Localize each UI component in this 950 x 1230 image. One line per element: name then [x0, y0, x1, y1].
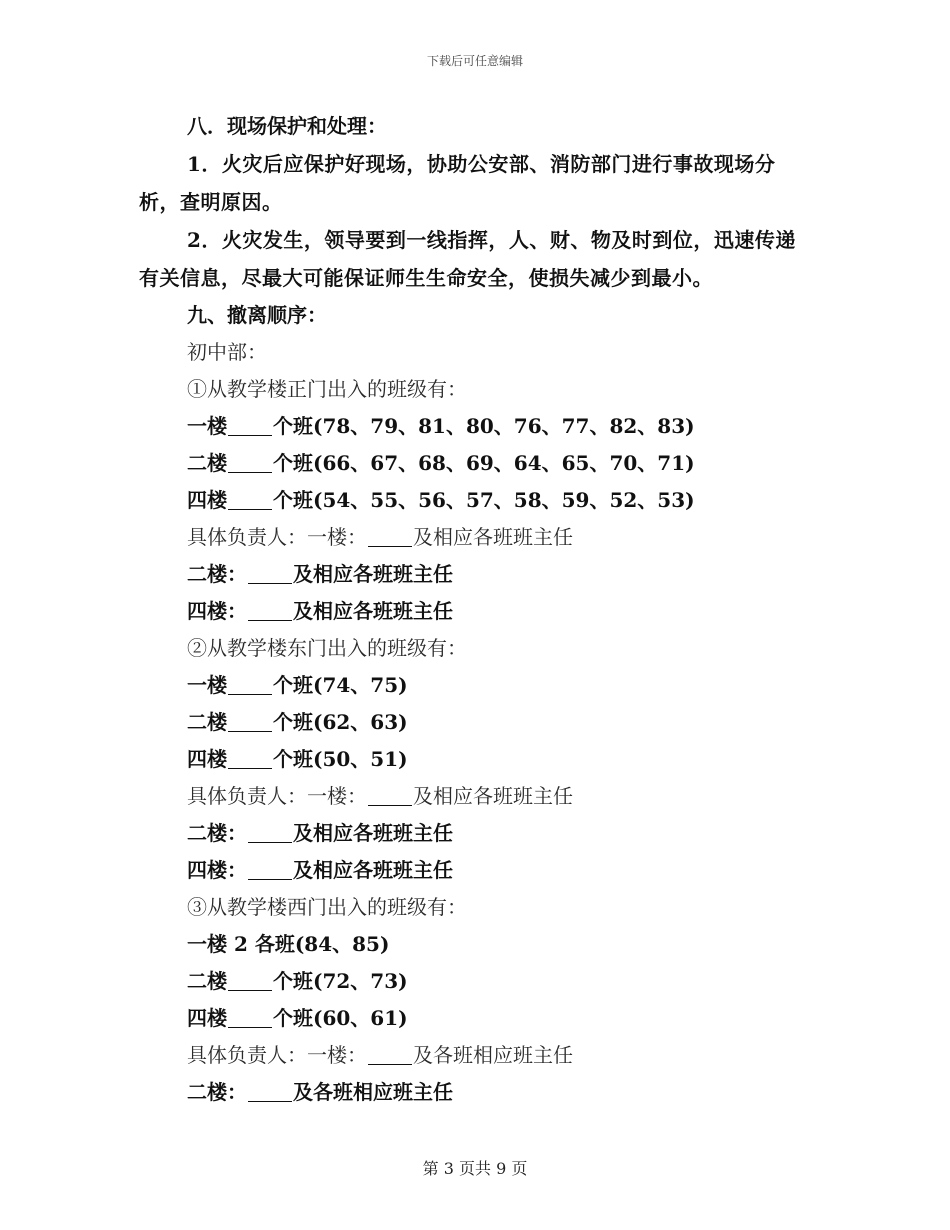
group-1-responsible-floor-2 [139, 556, 809, 593]
floor-label: 二楼： [187, 562, 247, 586]
responsible-suffix: 及相应各班班主任 [413, 525, 573, 549]
group-3-responsible-floor-2 [139, 1074, 809, 1111]
floor-label: 二楼： [187, 1080, 247, 1104]
group-1-floor-2 [139, 445, 809, 482]
blank-line [228, 748, 272, 769]
responsible-label: 具体负责人：一楼： [187, 525, 367, 549]
group-1-responsible-floor-1 [139, 519, 809, 556]
responsible-label: 具体负责人：一楼： [187, 1043, 367, 1067]
responsible-suffix: 及各班相应班主任 [293, 1080, 453, 1104]
floor-label: 二楼： [187, 821, 247, 845]
group-2-floor-2 [139, 704, 809, 741]
responsible-label: 具体负责人：一楼： [187, 784, 367, 808]
group-2-floor-4 [139, 741, 809, 778]
section-8-item-1: 1．火灾后应保护好现场，协助公安部、消防部门进行事故现场分析，查明原因。 [139, 152, 776, 214]
document-body [139, 108, 809, 1111]
floor-label: 一楼 [187, 673, 227, 697]
section-8-title: 八．现场保护和处理： [187, 114, 387, 138]
class-list: 个班(50、51) [273, 747, 408, 771]
blank-line [248, 563, 292, 584]
blank-line [248, 600, 292, 621]
responsible-suffix: 及相应各班班主任 [293, 858, 453, 882]
responsible-suffix: 及各班相应班主任 [413, 1043, 573, 1067]
class-list: 个班(78、79、81、80、76、77、82、83) [273, 414, 695, 438]
blank-line [228, 674, 272, 695]
group-1-floor-4 [139, 482, 809, 519]
blank-line [228, 711, 272, 732]
floor-label: 一楼 [187, 414, 227, 438]
blank-line [368, 785, 412, 806]
floor-label: 四楼 [187, 747, 227, 771]
group-1-responsible-floor-4 [139, 593, 809, 630]
group-3-floor-1: 一楼 2 各班(84、85) [187, 932, 390, 956]
group-1-heading: ①从教学楼正门出入的班级有： [187, 377, 467, 401]
blank-line [248, 822, 292, 843]
group-3-responsible-floor-1 [139, 1037, 809, 1074]
floor-label: 二楼 [187, 969, 227, 993]
page-header: 下载后可任意编辑 [426, 54, 523, 68]
responsible-suffix: 及相应各班班主任 [293, 562, 453, 586]
responsible-suffix: 及相应各班班主任 [293, 599, 453, 623]
group-2-responsible-floor-1 [139, 778, 809, 815]
group-3-floor-4 [139, 1000, 809, 1037]
blank-line [248, 859, 292, 880]
class-list: 个班(60、61) [273, 1006, 408, 1030]
group-3-floor-2 [139, 963, 809, 1000]
section-9-title: 九、撤离顺序： [187, 303, 327, 327]
class-list: 个班(62、63) [273, 710, 408, 734]
blank-line [228, 1007, 272, 1028]
group-2-responsible-floor-2 [139, 815, 809, 852]
section-8-item-2: 2．火灾发生，领导要到一线指挥，人、财、物及时到位，迅速传递有关信息，尽最大可能保证师生生命安全，使损失减少到最小。 [139, 228, 796, 290]
blank-line [228, 415, 272, 436]
blank-line [228, 452, 272, 473]
floor-label: 四楼： [187, 858, 247, 882]
floor-label: 四楼： [187, 599, 247, 623]
section-9-subtitle: 初中部： [187, 340, 267, 364]
blank-line [368, 1044, 412, 1065]
group-1-floor-1 [139, 408, 809, 445]
blank-line [368, 526, 412, 547]
responsible-suffix: 及相应各班班主任 [293, 821, 453, 845]
class-list: 个班(54、55、56、57、58、59、52、53) [273, 488, 695, 512]
page-footer: 第 3 页共 9 页 [422, 1159, 528, 1178]
group-2-heading: ②从教学楼东门出入的班级有： [187, 636, 467, 660]
floor-label: 四楼 [187, 1006, 227, 1030]
floor-label: 二楼 [187, 710, 227, 734]
class-list: 个班(74、75) [273, 673, 408, 697]
class-list: 个班(66、67、68、69、64、65、70、71) [273, 451, 695, 475]
responsible-suffix: 及相应各班班主任 [413, 784, 573, 808]
floor-label: 四楼 [187, 488, 227, 512]
floor-label: 二楼 [187, 451, 227, 475]
group-3-heading: ③从教学楼西门出入的班级有： [187, 895, 467, 919]
group-2-floor-1 [139, 667, 809, 704]
blank-line [228, 970, 272, 991]
group-2-responsible-floor-4 [139, 852, 809, 889]
blank-line [248, 1081, 292, 1102]
class-list: 个班(72、73) [273, 969, 408, 993]
blank-line [228, 489, 272, 510]
